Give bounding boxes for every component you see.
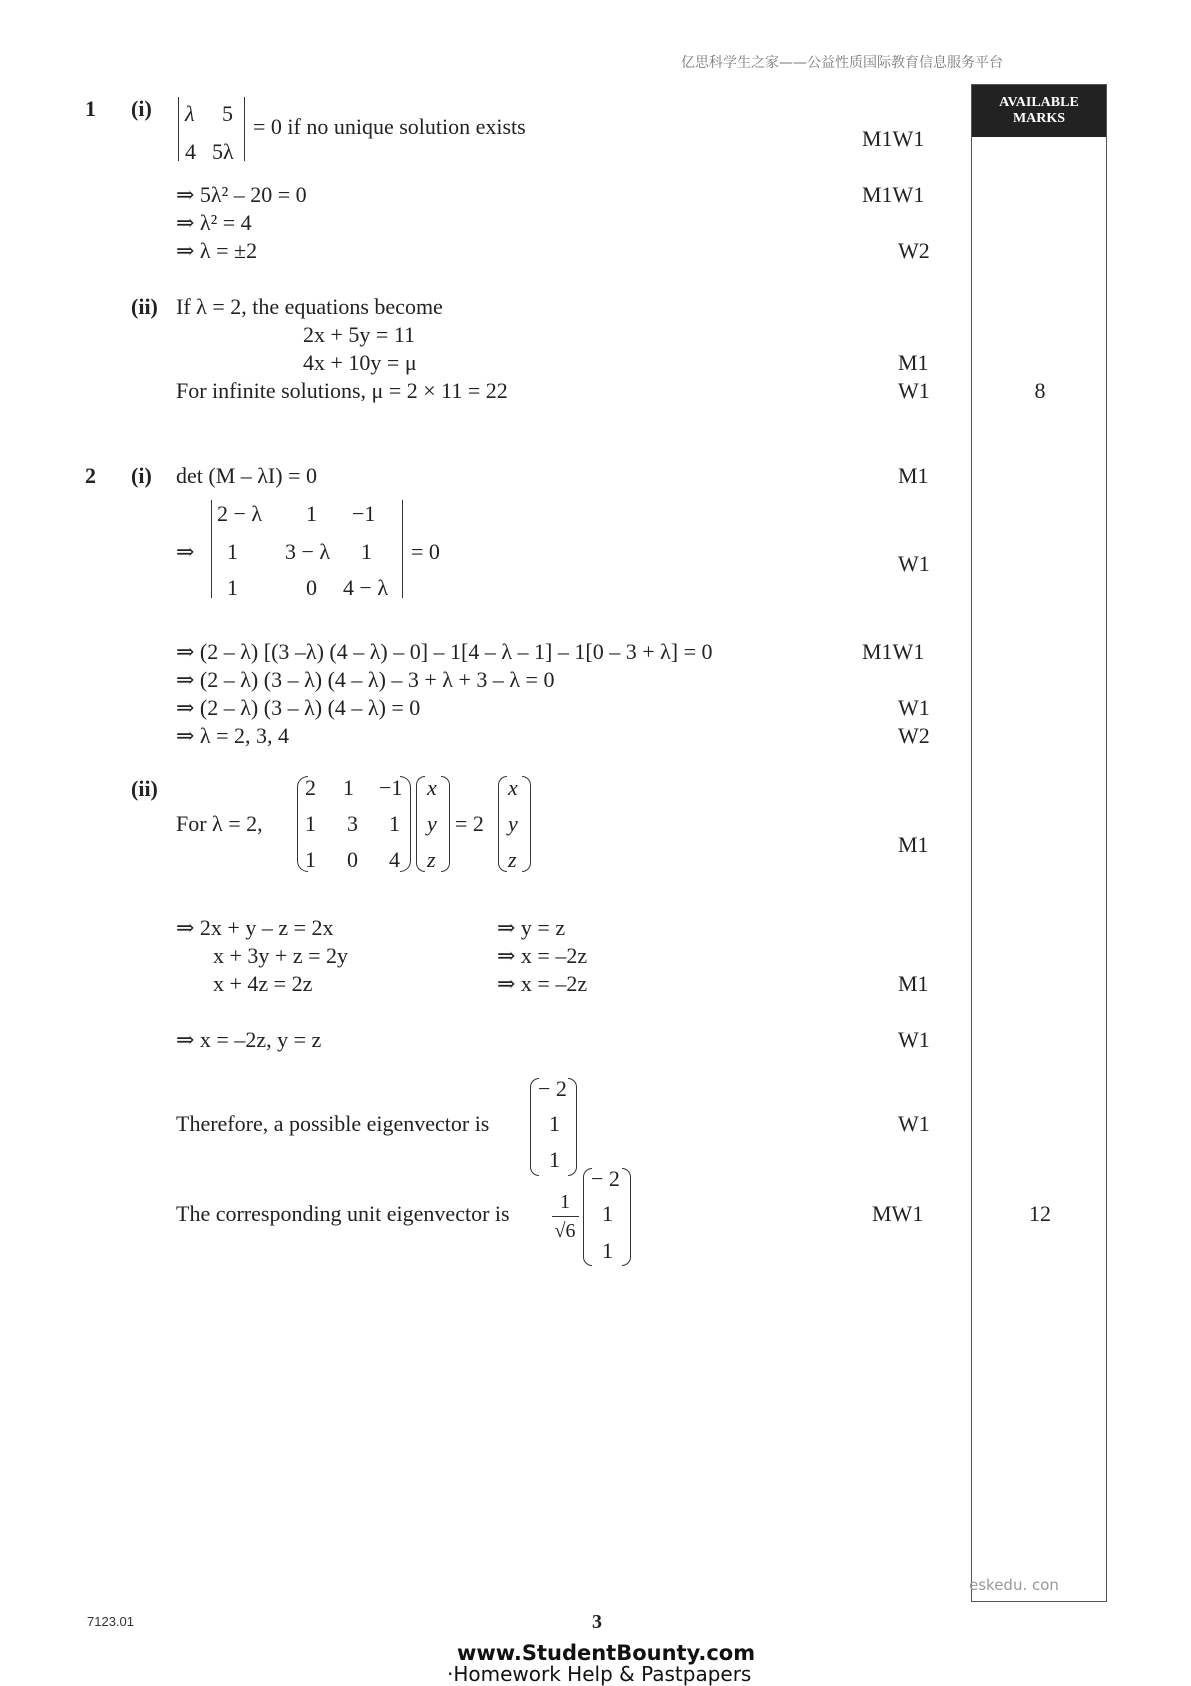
heading-line1: AVAILABLE [999, 95, 1079, 110]
eigenvector-cell: 1 [549, 1147, 560, 1172]
platform-header: 亿思科学生之家——公益性质国际教育信息服务平台 [681, 55, 1003, 71]
mark: W2 [898, 238, 930, 263]
fraction-denominator: √6 [554, 1220, 576, 1242]
det-cell: 1 [361, 539, 372, 564]
det-equals: = 0 [411, 539, 440, 564]
matrix-cell: 3 [347, 811, 358, 836]
mark: M1 [898, 350, 929, 375]
mark: W1 [898, 551, 930, 576]
studentbounty-tagline: ·Homework Help & Pastpapers [447, 1662, 752, 1686]
question-number: 1 [85, 96, 96, 121]
system-result: ⇒ y = z [497, 915, 566, 940]
vector-cell: z [427, 847, 436, 872]
det-cell: 1 [227, 575, 238, 600]
mark: W1 [898, 695, 930, 720]
system-result: ⇒ x = –2z [497, 943, 588, 968]
available-marks-column [971, 84, 1107, 1602]
mark: W2 [898, 723, 930, 748]
mark: M1W1 [862, 182, 925, 207]
mark: M1 [898, 971, 929, 996]
available-marks-heading [972, 85, 1106, 137]
vector-cell: y [508, 811, 518, 836]
system-result: ⇒ x = –2z [497, 971, 588, 996]
mark: W1 [898, 1027, 930, 1052]
working-line: ⇒ (2 – λ) (3 – λ) (4 – λ) = 0 [176, 695, 421, 720]
det-d: 5λ [212, 139, 234, 164]
part-label: (ii) [131, 294, 158, 319]
equals-2: = 2 [455, 811, 484, 836]
vector-cell: x [427, 775, 437, 800]
det-cell: 2 − λ [217, 501, 263, 526]
det-a: λ [185, 101, 195, 126]
det-cell: 4 − λ [343, 575, 389, 600]
det-cell: 3 − λ [285, 539, 331, 564]
vector-cell: x [508, 775, 518, 800]
mark: M1W1 [862, 126, 925, 151]
system-equation: ⇒ 2x + y – z = 2x [176, 915, 334, 940]
matrix-cell: −1 [379, 775, 403, 800]
working-line: ⇒ λ² = 4 [176, 210, 252, 235]
working-line: det (M – λI) = 0 [176, 463, 317, 488]
system-equation: x + 4z = 2z [213, 971, 313, 996]
vector-cell: y [427, 811, 437, 836]
matrix-cell: 1 [389, 811, 400, 836]
studentbounty-link[interactable]: www.StudentBounty.com [457, 1641, 756, 1665]
paper-code: 7123.01 [87, 1614, 134, 1629]
mark: W1 [898, 1111, 930, 1136]
working-line: For λ = 2, [176, 811, 263, 836]
matrix-cell: 1 [305, 847, 316, 872]
eigenvector-cell: 1 [549, 1111, 560, 1136]
eigenvector-cell: − 2 [538, 1076, 567, 1101]
working-line: ⇒ (2 – λ) (3 – λ) (4 – λ) – 3 + λ + 3 – λ = 0 [176, 667, 555, 692]
mark: M1 [898, 832, 929, 857]
eigenvector-cell: 1 [602, 1238, 613, 1263]
eigenvector-text: Therefore, a possible eigenvector is [176, 1111, 490, 1136]
mark: MW1 [872, 1201, 924, 1226]
eigenvector-cell: 1 [602, 1201, 613, 1226]
det-cell: 0 [306, 575, 317, 600]
det-cell: −1 [352, 501, 376, 526]
matrix-cell: 1 [343, 775, 354, 800]
det-cell: 1 [306, 501, 317, 526]
mark: W1 [898, 378, 930, 403]
equation: 4x + 10y = μ [303, 350, 417, 375]
working-line: For infinite solutions, μ = 2 × 11 = 22 [176, 378, 508, 403]
working-line: ⇒ λ = ±2 [176, 238, 258, 263]
part-label: (i) [131, 463, 152, 488]
eigenvector-cell: − 2 [591, 1166, 620, 1191]
det-cell: 1 [227, 539, 238, 564]
matrix-cell: 1 [305, 811, 316, 836]
question-total-marks: 8 [1034, 378, 1046, 403]
vector-cell: z [508, 847, 517, 872]
system-equation: x + 3y + z = 2y [213, 943, 348, 968]
det-c: 4 [185, 139, 196, 164]
det-b: 5 [222, 101, 233, 126]
working-line: ⇒ λ = 2, 3, 4 [176, 723, 290, 748]
implies-symbol: ⇒ [176, 539, 195, 564]
working-line: ⇒ (2 – λ) [(3 –λ) (4 – λ) – 0] – 1[4 – λ – 1] – 1[0 – 3 + λ] = 0 [176, 639, 713, 664]
matrix-cell: 0 [347, 847, 358, 872]
question-number: 2 [85, 463, 96, 488]
fraction-numerator: 1 [560, 1191, 570, 1213]
site-watermark: eskedu. con [969, 1576, 1059, 1594]
det-condition: = 0 if no unique solution exists [253, 114, 526, 139]
matrix-cell: 2 [305, 775, 316, 800]
mark: M1W1 [862, 639, 925, 664]
heading-line2: MARKS [1012, 111, 1066, 126]
mark: M1 [898, 463, 929, 488]
question-total-marks: 12 [1029, 1201, 1051, 1226]
matrix-cell: 4 [389, 847, 400, 872]
page-number: 3 [592, 1611, 602, 1633]
equation: 2x + 5y = 11 [303, 322, 415, 347]
working-line: ⇒ 5λ² – 20 = 0 [176, 182, 307, 207]
unit-eigenvector-text: The corresponding unit eigenvector is [176, 1201, 510, 1226]
part-label: (ii) [131, 776, 158, 801]
working-line: ⇒ x = –2z, y = z [176, 1027, 322, 1052]
part-label: (i) [131, 96, 152, 121]
working-line: If λ = 2, the equations become [176, 294, 443, 319]
